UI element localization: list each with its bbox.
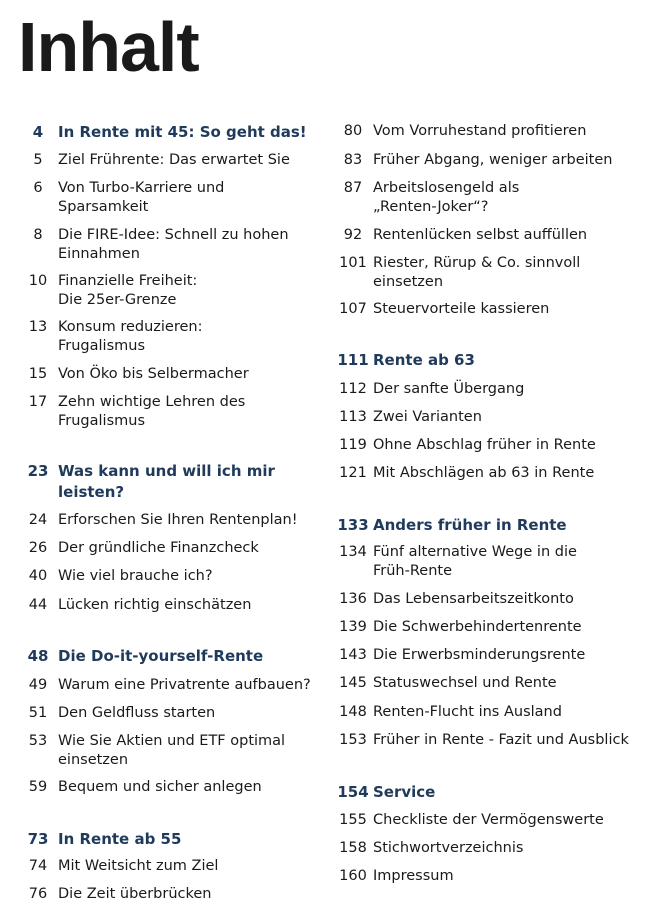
toc-page-number: 134 (339, 544, 367, 560)
toc-page-number: 83 (343, 152, 363, 168)
toc-page-number: 133 (337, 516, 369, 534)
toc-entry-title: Anders früher in Rente (373, 516, 567, 534)
toc-page-number: 92 (343, 227, 363, 243)
toc-entry-title: Riester, Rürup & Co. sinnvoll einsetzen (373, 255, 581, 290)
toc-page-number: 119 (339, 437, 367, 453)
toc-entry (18, 179, 318, 217)
toc-entry-title: Mit Abschlägen ab 63 in Rente (373, 465, 595, 481)
toc-entry (18, 151, 318, 170)
toc-page-number: 143 (339, 647, 367, 663)
toc-entry-title: Konsum reduzieren: Frugalismus (58, 319, 203, 354)
toc-section-heading (18, 461, 318, 503)
toc-page-number: 121 (339, 465, 367, 481)
toc-page-number: 154 (337, 783, 369, 801)
toc-page-number: 49 (28, 677, 48, 693)
toc-section-heading (333, 515, 655, 536)
toc-page-number: 160 (339, 868, 367, 884)
toc-section-heading (18, 646, 318, 667)
toc-page-number: 17 (28, 394, 48, 410)
toc-page-number: 158 (339, 840, 367, 856)
toc-page-number: 107 (339, 301, 367, 317)
toc-page-number: 6 (33, 180, 43, 196)
toc-page-number: 8 (33, 227, 43, 243)
toc-page-number: 113 (339, 409, 367, 425)
toc-page-number: 24 (28, 512, 48, 528)
toc-entry-title: Fünf alternative Wege in die Früh-Rente (373, 544, 577, 579)
toc-entry (333, 674, 655, 693)
toc-entry (18, 778, 318, 797)
toc-entry (333, 618, 655, 637)
toc-entry-title: Mit Weitsicht zum Ziel (58, 858, 219, 874)
toc-entry-title: Lücken richtig einschätzen (58, 597, 252, 613)
toc-page-number: 73 (27, 830, 49, 848)
toc-entry-title: Impressum (373, 868, 454, 884)
toc-entry (18, 272, 318, 310)
toc-page-number: 44 (28, 597, 48, 613)
toc-entry (18, 318, 318, 356)
toc-entry (18, 226, 318, 264)
toc-page-number: 80 (343, 123, 363, 139)
toc-entry-title: Die Erwerbsminderungsrente (373, 647, 586, 663)
toc-page-number: 87 (343, 180, 363, 196)
toc-entry (333, 464, 655, 483)
toc-page-number: 155 (339, 812, 367, 828)
toc-entry-title: Zwei Varianten (373, 409, 482, 425)
toc-entry (18, 365, 318, 384)
toc-entry-title: Wie Sie Aktien und ETF optimal einsetzen (58, 733, 286, 768)
toc-entry (18, 857, 318, 876)
toc-entry (18, 885, 318, 904)
toc-entry (333, 867, 655, 886)
toc-entry (333, 408, 655, 427)
toc-entry (333, 703, 655, 722)
toc-page-number: 26 (28, 540, 48, 556)
toc-entry-title: Steuervorteile kassieren (373, 301, 550, 317)
toc-entry-title: Zehn wichtige Lehren des Frugalismus (58, 394, 246, 429)
toc-entry (18, 676, 318, 695)
toc-entry (333, 226, 655, 245)
toc-page-number: 53 (28, 733, 48, 749)
toc-page-number: 40 (28, 568, 48, 584)
toc-page-number: 148 (339, 704, 367, 720)
toc-entry-title: Der sanfte Übergang (373, 381, 525, 397)
toc-page-number: 76 (28, 886, 48, 902)
toc-page-number: 51 (28, 705, 48, 721)
toc-entry (18, 596, 318, 615)
toc-entry (333, 300, 655, 319)
toc-entry-title: Rentenlücken selbst auffüllen (373, 227, 588, 243)
toc-page-number: 111 (337, 351, 369, 369)
toc-entry (333, 254, 655, 292)
toc-entry-title: Ohne Abschlag früher in Rente (373, 437, 596, 453)
toc-entry-title: Das Lebensarbeitszeitkonto (373, 591, 574, 607)
toc-entry (333, 179, 655, 217)
toc-entry-title: In Rente ab 55 (58, 830, 182, 848)
toc-entry (18, 704, 318, 723)
toc-page-number: 23 (27, 462, 49, 480)
toc-entry-title: Früher in Rente - Fazit und Ausblick (373, 732, 629, 748)
toc-entry-title: In Rente mit 45: So geht das! (58, 123, 307, 141)
toc-entry-title: Arbeitslosengeld als „Renten-Joker“? (373, 180, 520, 215)
toc-entry-title: Bequem und sicher anlegen (58, 779, 262, 795)
toc-entry (333, 436, 655, 455)
toc-entry (18, 567, 318, 586)
toc-page-number: 13 (28, 319, 48, 335)
toc-page-number: 153 (339, 732, 367, 748)
toc-entry-title: Die Schwerbehindertenrente (373, 619, 582, 635)
toc-entry-title: Von Öko bis Selbermacher (58, 366, 249, 382)
toc-entry (333, 122, 655, 141)
toc-entry (18, 511, 318, 530)
toc-page-number: 139 (339, 619, 367, 635)
toc-entry (333, 151, 655, 170)
toc-entry (18, 393, 318, 431)
toc-page-number: 5 (33, 152, 43, 168)
toc-entry-title: Von Turbo-Karriere und Sparsamkeit (58, 180, 225, 215)
toc-entry-title: Früher Abgang, weniger arbeiten (373, 152, 613, 168)
toc-entry-title: Die Do-it-yourself-Rente (58, 647, 264, 665)
toc-entry-title: Checkliste der Vermögenswerte (373, 812, 604, 828)
page-title: Inhalt (18, 8, 199, 86)
toc-section-heading (333, 782, 655, 803)
toc-entry-title: Finanzielle Freiheit: Die 25er-Grenze (58, 273, 198, 308)
toc-page-number: 15 (28, 366, 48, 382)
toc-entry (333, 811, 655, 830)
toc-entry (333, 590, 655, 609)
toc-page-number: 59 (28, 779, 48, 795)
toc-entry-title: Statuswechsel und Rente (373, 675, 557, 691)
toc-entry-title: Wie viel brauche ich? (58, 568, 213, 584)
toc-entry-title: Was kann und will ich mir leisten? (58, 462, 275, 501)
toc-entry-title: Rente ab 63 (373, 351, 475, 369)
toc-entry (333, 380, 655, 399)
toc-entry-title: Ziel Frührente: Das erwartet Sie (58, 152, 290, 168)
toc-page-number: 74 (28, 858, 48, 874)
toc-section-heading (333, 350, 655, 371)
toc-entry-title: Service (373, 783, 436, 801)
toc-entry-title: Vom Vorruhestand profitieren (373, 123, 587, 139)
toc-entry-title: Die Zeit überbrücken (58, 886, 212, 902)
toc-entry (333, 543, 655, 581)
toc-entry-title: Der gründliche Finanzcheck (58, 540, 259, 556)
toc-entry-title: Renten-Flucht ins Ausland (373, 704, 562, 720)
toc-page-number: 101 (339, 255, 367, 271)
toc-page-number: 48 (27, 647, 49, 665)
toc-entry-title: Warum eine Privatrente aufbauen? (58, 677, 311, 693)
toc-entry-title: Die FIRE-Idee: Schnell zu hohen Einnahmen (58, 227, 289, 262)
toc-entry-title: Erforschen Sie Ihren Rentenplan! (58, 512, 298, 528)
toc-entry (18, 732, 318, 770)
toc-page-number: 136 (339, 591, 367, 607)
toc-section-heading (18, 829, 318, 850)
toc-page-number: 4 (32, 123, 44, 141)
toc-entry (333, 731, 655, 750)
toc-entry (333, 839, 655, 858)
toc-section-heading (18, 122, 318, 143)
toc-page-number: 10 (28, 273, 48, 289)
toc-entry-title: Den Geldfluss starten (58, 705, 216, 721)
toc-entry (18, 539, 318, 558)
toc-entry-title: Stichwortverzeichnis (373, 840, 524, 856)
toc-page-number: 145 (339, 675, 367, 691)
toc-page-number: 112 (339, 381, 367, 397)
toc-entry (333, 646, 655, 665)
